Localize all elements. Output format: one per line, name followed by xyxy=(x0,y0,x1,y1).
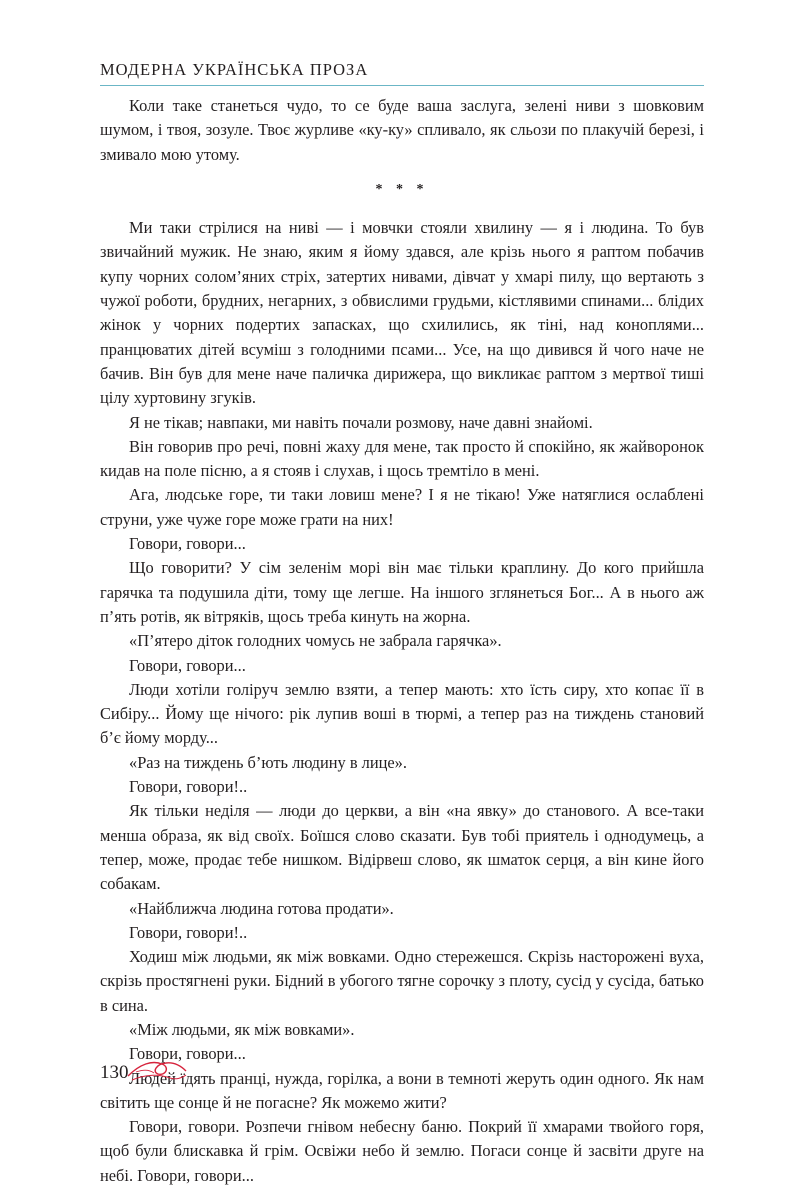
paragraph: Коли таке станеться чудо, то се буде ваша заслуга, зелені ниви з шовковим шумом, і твоя, зозуле. Твоє журливе «ку-ку» спливало, як сльози по плакучій березі, і змивало мою утому. xyxy=(100,96,704,164)
paragraph: Говори, говори!.. xyxy=(129,922,248,942)
paragraph: Говори, говори... xyxy=(129,534,246,554)
page-footer xyxy=(100,1062,129,1084)
paragraph: Людей їдять пранці, нужда, горілка, а вони в темноті жеруть один одного. Як нам світить ще сонце й не погасне? Як можемо жити? xyxy=(100,1068,704,1112)
paragraph: Ага, людське горе, ти таки ловиш мене? І я не тікаю! Уже натяглися ослаблені струни, уже чуже горе може грати на них! xyxy=(100,485,704,529)
paragraph: Ми таки стрілися на ниві — і мовчки стояли хвилину — я і людина. То був звичайний мужик. Не знаю, яким я йому здався, але крізь нього я раптом побачив купу чорних солом’яних стріх, затертих нивами, дівчат у хмарі пилу, що вертають з чужої роботи, брудних, негарних, з обвислими грудьми, кістлявими спинами... блідих жінок у чорних подертих запасках, що схилились, як тіні, над коноплями... пранцюватих дітей всуміш з голодними псами... Усе, на що дивився й чого наче не бачив. Він був для мене наче паличка дирижера, що викликає раптом з мертвої тиші цілу хуртовину згуків. xyxy=(100,218,704,408)
paragraph: «Найближча людина готова продати». xyxy=(129,898,394,918)
paragraph: Говори, говори... xyxy=(129,1044,246,1064)
paragraph: Він говорив про речі, повні жаху для мене, так просто й спокійно, як жайворонок кидав на поле пісню, а я стояв і слухав, і щось тремтіло в мені. xyxy=(100,436,704,481)
paragraph: Говори, говори!.. xyxy=(129,777,248,797)
paragraph: «П’ятеро діток голодних чомусь не забрала гарячка». xyxy=(129,631,502,651)
paragraph: Говори, говори... xyxy=(129,655,246,675)
body-text xyxy=(100,94,704,1188)
paragraph: Як тільки неділя — люди до церкви, а він «на явку» до станового. А все-таки менша образа, як від своїх. Боїшся слово сказати. Був тобі приятель і однодумець, а тепер, може, продає тебе нишком. Відірвеш слово, як шматок серця, а він кине його собакам. xyxy=(100,801,704,894)
paragraph: Говори, говори. Розпечи гнівом небесну баню. Покрий її хмарами твойого горя, щоб були блискавка й грім. Освіжи небо й землю. Погаси сонце й засвіти друге на небі. Говори, говори... xyxy=(100,1117,704,1185)
page-number: 130 xyxy=(100,1062,129,1083)
paragraph: Що говорити? У сім зеленім морі він має тільки краплину. До кого прийшла гарячка та подушила діти, тому ще легше. На іншого зглянеться Бог... А в нього аж п’ять ротів, як вітряків, щось треба кинуть на жорна. xyxy=(100,558,704,626)
section-separator: * * * xyxy=(375,181,429,197)
paragraph: Я не тікав; навпаки, ми навіть почали розмову, наче давні знайомі. xyxy=(129,412,593,432)
paragraph: «Між людьми, як між вовками». xyxy=(129,1019,355,1039)
header-divider xyxy=(100,85,704,86)
running-header: МОДЕРНА УКРАЇНСЬКА ПРОЗА xyxy=(100,60,369,79)
paragraph: «Раз на тиждень б’ють людину в лице». xyxy=(129,752,407,772)
paragraph: Люди хотіли голіруч землю взяти, а тепер мають: хто їсть сиру, хто копає її в Сибіру... Йому ще нічого: рік лупив воші в тюрмі, а тепер раз на тиждень становий б’є йому морду... xyxy=(100,679,704,748)
flourish-ornament-icon xyxy=(126,1054,188,1084)
paragraph: Ходиш між людьми, як між вовками. Одно стережешся. Скрізь насторожені вуха, скрізь простягнені руки. Бідний в убогого тягне сорочку з плоту, сусід у сусіда, батько в сина. xyxy=(100,947,704,1015)
